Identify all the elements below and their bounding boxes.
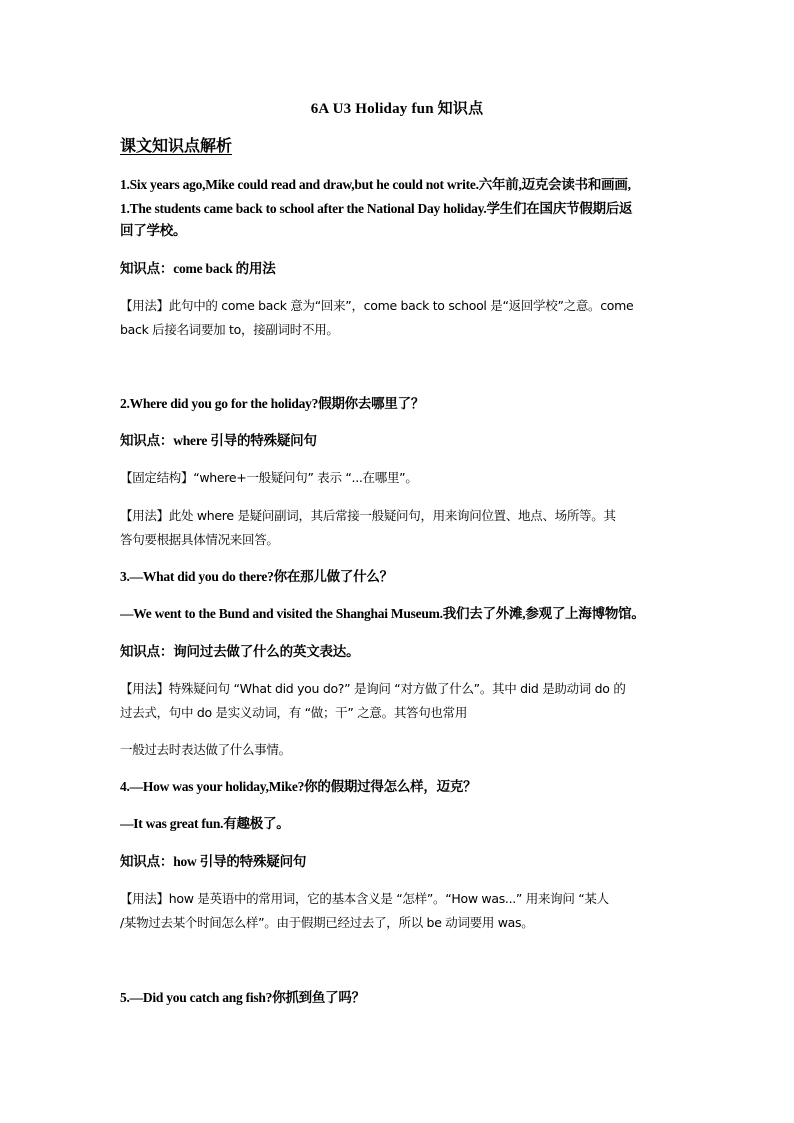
usage-3-line-2: 过去式，句中 do 是实义动词，有 “做；干” 之意。其答句也常用 <box>120 705 468 720</box>
usage-3-line-3: 一般过去时表达做了什么事情。 <box>120 742 291 757</box>
usage-2-line-2: 答句要根据具体情况来回答。 <box>120 532 279 547</box>
usage-3-line-1: 【用法】特殊疑问句 “What did you do?” 是询问 “对方做了什么”。其中 did 是助动词 do 的 <box>120 681 626 696</box>
usage-1-line-2: back 后接名词要加 to，接副词时不用。 <box>120 322 339 337</box>
question-1-line-3: 回了学校。 <box>120 223 187 238</box>
knowledge-point-2: 知识点：where 引导的特殊疑问句 <box>120 433 317 448</box>
knowledge-point-1: 知识点：come back 的用法 <box>120 261 276 276</box>
question-5: 5.—Did you catch ang fish?你抓到鱼了吗？ <box>120 990 365 1005</box>
fixed-structure-2: 【固定结构】“where+一般疑问句” 表示 “...在哪里”。 <box>120 470 418 485</box>
question-4-line-1: 4.—How was your holiday,Mike?你的假期过得怎么样，迈克？ <box>120 779 477 794</box>
knowledge-point-3: 知识点：询问过去做了什么的英文表达。 <box>120 644 360 659</box>
question-1-line-1: 1.Six years ago,Mike could read and draw,but he could not write.六年前,迈克会读书和画画, <box>120 177 631 192</box>
question-1-line-2: 1.The students came back to school after the National Day holiday.学生们在国庆节假期后返 <box>120 201 633 216</box>
question-4-line-2: —It was great fun.有趣极了。 <box>120 816 290 831</box>
section-heading: 课文知识点解析 <box>120 138 233 155</box>
document-title: 6A U3 Holiday fun 知识点 <box>310 101 484 117</box>
usage-4-line-2: /某物过去某个时间怎么样”。由于假期已经过去了，所以 be 动词要用 was。 <box>120 915 534 930</box>
usage-2-line-1: 【用法】此处 where 是疑问副词，其后常接一般疑问句，用来询问位置、地点、场所等。其 <box>120 508 616 523</box>
question-3-line-2: —We went to the Bund and visited the Shanghai Museum.我们去了外滩,参观了上海博物馆。 <box>120 606 645 621</box>
knowledge-point-4: 知识点：how 引导的特殊疑问句 <box>120 854 307 869</box>
question-2: 2.Where did you go for the holiday?假期你去哪里了？ <box>120 396 425 411</box>
usage-1-line-1: 【用法】此句中的 come back 意为“回来”，come back to school 是“返回学校”之意。come <box>120 298 634 313</box>
usage-4-line-1: 【用法】how 是英语中的常用词，它的基本含义是 “怎样”。“How was...” 用来询问 “某人 <box>120 891 609 906</box>
question-3-line-1: 3.—What did you do there?你在那儿做了什么？ <box>120 569 393 584</box>
